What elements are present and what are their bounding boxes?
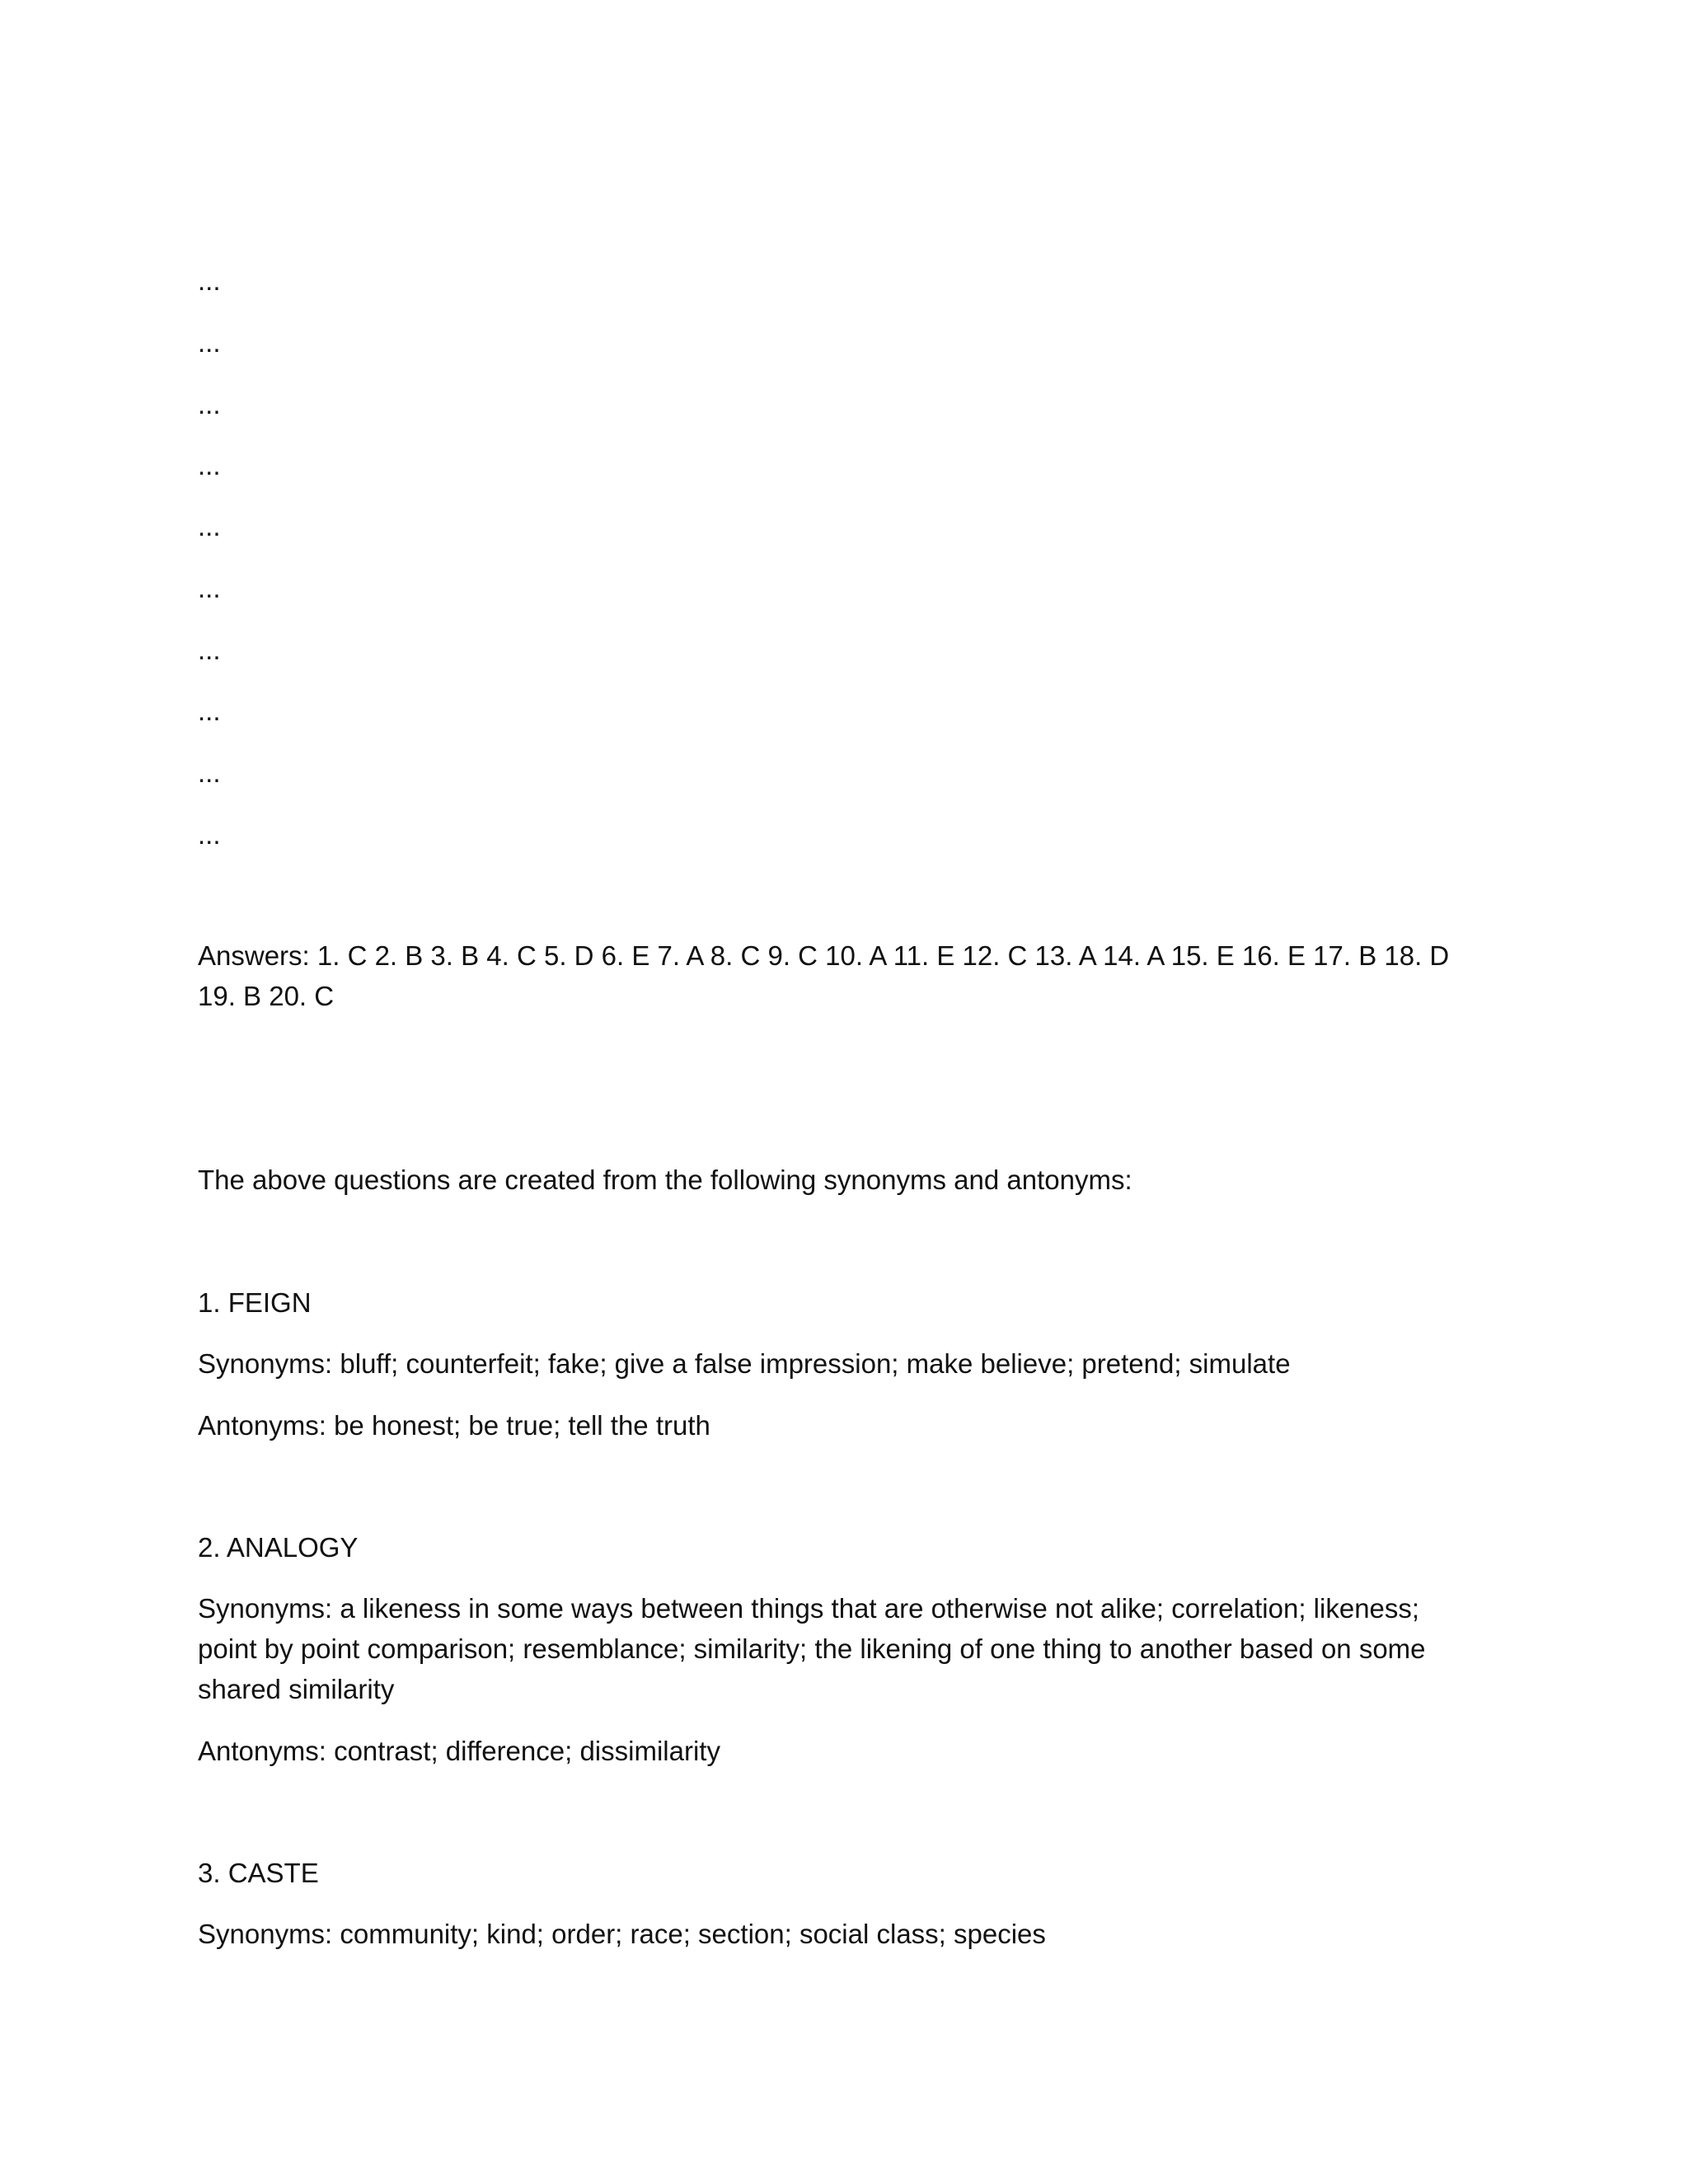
ellipsis-line: ... xyxy=(198,573,221,603)
entry-synonyms-caste: Synonyms: community; kind; order; race; section; social class; species xyxy=(198,1919,1046,1949)
entry-antonyms-analogy: Antonyms: contrast; difference; dissimilarity xyxy=(198,1736,720,1766)
ellipsis-line: ... xyxy=(198,327,221,358)
entry-antonyms-feign: Antonyms: be honest; be true; tell the truth xyxy=(198,1410,710,1441)
section-intro: The above questions are created from the following synonyms and antonyms: xyxy=(198,1165,1132,1195)
answer-key: Answers: 1. C 2. B 3. B 4. C 5. D 6. E 7. A 8. C 9. C 10. A 11. E 12. C 13. A 14. A 15. E 16. E 17. B 18. D 19. B 20. C xyxy=(198,940,1450,1011)
entry-synonyms-feign: Synonyms: bluff; counterfeit; fake; give a false impression; make believe; pretend; simulate xyxy=(198,1348,1291,1379)
entry-synonyms-analogy: Synonyms: a likeness in some ways between things that are otherwise not alike; correlation; likeness; point by point comparison; resemblance; similarity; the likening of one thing to another based on some shared similarity xyxy=(198,1593,1426,1704)
ellipsis-line: ... xyxy=(198,757,221,788)
ellipsis-line: ... xyxy=(198,389,221,419)
entry-heading-feign: 1. FEIGN xyxy=(198,1287,312,1318)
ellipsis-line: ... xyxy=(198,819,221,850)
ellipsis-line: ... xyxy=(198,511,221,541)
ellipsis-line: ... xyxy=(198,450,221,480)
ellipsis-line: ... xyxy=(198,635,221,665)
ellipsis-line: ... xyxy=(198,696,221,726)
entry-heading-analogy: 2. ANALOGY xyxy=(198,1532,359,1563)
entry-heading-caste: 3. CASTE xyxy=(198,1858,319,1888)
ellipsis-line: ... xyxy=(198,265,221,296)
